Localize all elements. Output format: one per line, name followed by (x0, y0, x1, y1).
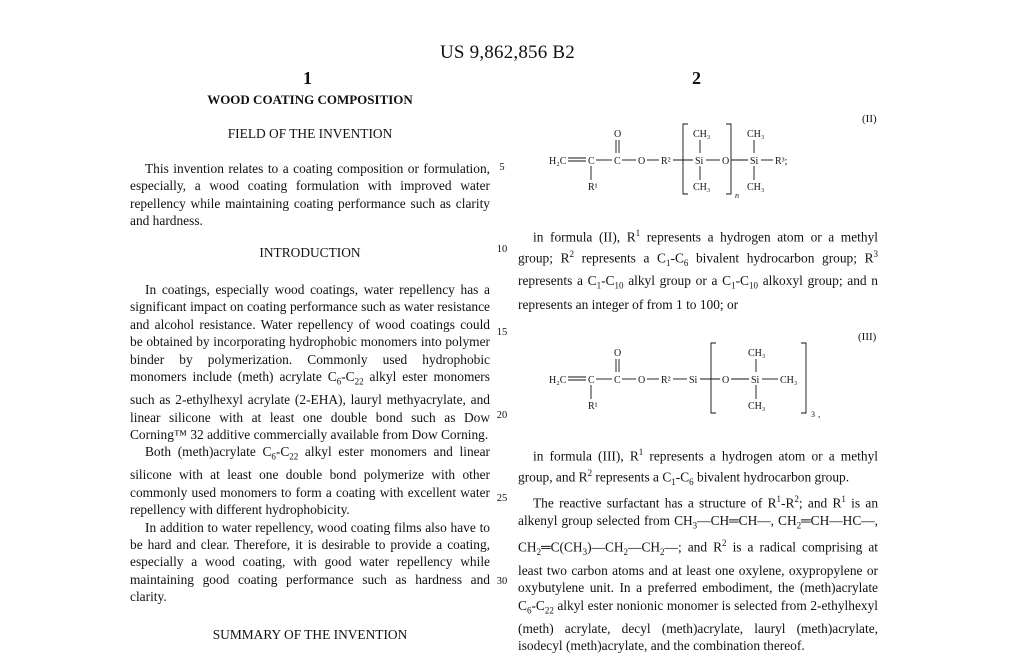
svg-text:CH₃: CH₃ (748, 401, 766, 412)
svg-text:Si: Si (750, 156, 759, 167)
svg-text:R¹: R¹ (588, 401, 598, 412)
line-number: 15 (496, 327, 508, 338)
svg-text:H₂C: H₂C (549, 375, 567, 386)
svg-text:R³;: R³; (775, 156, 788, 167)
svg-text:H₂C: H₂C (549, 156, 567, 167)
document-title: WOOD COATING COMPOSITION (207, 92, 413, 107)
column-number-left: 1 (303, 68, 312, 88)
intro-paragraph-2: Both (meth)acrylate $C_6-C_{22}$ alkyl ester monomers and linear silicone with at least one double bond polymerize with other commonly used monomers to form a coating with excellent water repellency with different hydrophobicity. (130, 444, 490, 518)
section-heading-field: FIELD OF THE INVENTION (227, 126, 393, 141)
introduction-body (130, 281, 490, 606)
svg-text:O: O (614, 129, 622, 140)
line-number: 10 (496, 244, 508, 255)
svg-text:O: O (722, 156, 730, 167)
patent-number: US 9,862,856 B2 (440, 42, 575, 63)
column-number-right: 2 (692, 68, 701, 88)
section-heading-summary: SUMMARY OF THE INVENTION (212, 627, 408, 642)
surfactant-paragraph: The reactive surfactant has a structure of $R^1-R^2$; and $R^1$ is an alkenyl group selected from $CH_3—CH═CH—$, $CH_2═CH—HC—$, $CH_2═C(CH_3)—CH_2—CH_2—$; and $R^2$ is a radical comprising at least two carbon atoms and at least one oxylene, oxypropylene or oxybutylene unit. In a preferred embodiment, the (meth)acrylate $C_6-C_{22}$ alkyl ester nonionic monomer is selected from 2-ethylhexyl (meth) acrylate, decyl (meth)acrylate, lauryl (meth)acrylate, isodecyl (meth)acrylate, and the combination thereof. (518, 494, 879, 654)
svg-text:R²: R² (661, 375, 671, 386)
svg-text:n: n (735, 191, 739, 200)
formula-III-structure (540, 337, 830, 419)
svg-text:CH₃: CH₃ (693, 129, 711, 140)
field-paragraph (130, 160, 490, 230)
intro-paragraph-3: In addition to water repellency, wood coating films also have to be hard and clear. Therefore, it is desirable to provide a coating, especially a wood coating, with good water repellency while maintaining good coating performance such as hardness and clarity. (130, 519, 490, 605)
formula-label-III: (III) (858, 331, 877, 343)
svg-text:CH₃: CH₃ (747, 182, 765, 193)
line-number: 5 (499, 162, 505, 173)
line-number: 20 (496, 410, 508, 421)
svg-text:O: O (722, 375, 730, 386)
section-heading-introduction: INTRODUCTION (259, 245, 361, 260)
svg-text:O: O (638, 375, 646, 386)
formula-II-structure (540, 118, 810, 200)
svg-text:C: C (614, 156, 621, 167)
formula-III-description (518, 444, 878, 655)
line-number: 25 (496, 493, 508, 504)
svg-text:Si: Si (689, 375, 698, 386)
svg-text:Si: Si (751, 375, 760, 386)
svg-text:O: O (614, 348, 622, 359)
svg-text:3: 3 (811, 410, 815, 419)
svg-text:,: , (818, 409, 821, 419)
formula-II-text: in formula (II), $R^1$ represents a hydrogen atom or a methyl group; $R^2$ represents a $C_1-C_6$ bivalent hydrocarbon group; $R^3$ represents a $C_1-C_{10}$ alkyl group or a $C_1-C_{10}$ alkoxyl group; and n represents an integer of from 1 to 100; or (518, 228, 879, 312)
formula-III-text: in formula (III), $R^1$ represents a hydrogen atom or a methyl group, and $R^2$ represents a $C_1-C_6$ bivalent hydrocarbon group. (518, 447, 878, 488)
svg-text:Si: Si (695, 156, 704, 167)
svg-text:CH₃: CH₃ (748, 348, 766, 359)
line-number: 30 (496, 576, 508, 587)
intro-paragraph-1: In coatings, especially wood coatings, water repellency has a significant impact on coating performance such as water resistance and alcohol resistance. Water repellency of wood coatings could be obtained by incorporating hydrophobic monomers into polymer binder by polymerization. Commonly used hydrophobic monomers include (meth) acrylate $C_6-C_{22}$ alkyl ester monomers such as 2-ethylhexyl acrylate (2-EHA), lauryl methyacrylate, and linear silicone with at least one double bond such as Dow Corning™ 32 additive commercially available from Dow Corning. (130, 282, 490, 442)
svg-text:C: C (588, 156, 595, 167)
svg-text:R²: R² (661, 156, 671, 167)
svg-text:CH₃: CH₃ (780, 375, 798, 386)
svg-text:CH₃: CH₃ (747, 129, 765, 140)
formula-label-II: (II) (862, 113, 877, 125)
formula-II-description (518, 225, 878, 313)
svg-text:C: C (588, 375, 595, 386)
svg-text:O: O (638, 156, 646, 167)
field-text: This invention relates to a coating composition or formulation, especially, a wood coating formulation with improved water repellency while maintaining coating performance such as clarity and hardness. (130, 161, 490, 229)
svg-text:R¹: R¹ (588, 182, 598, 193)
svg-text:C: C (614, 375, 621, 386)
svg-text:CH₃: CH₃ (693, 182, 711, 193)
